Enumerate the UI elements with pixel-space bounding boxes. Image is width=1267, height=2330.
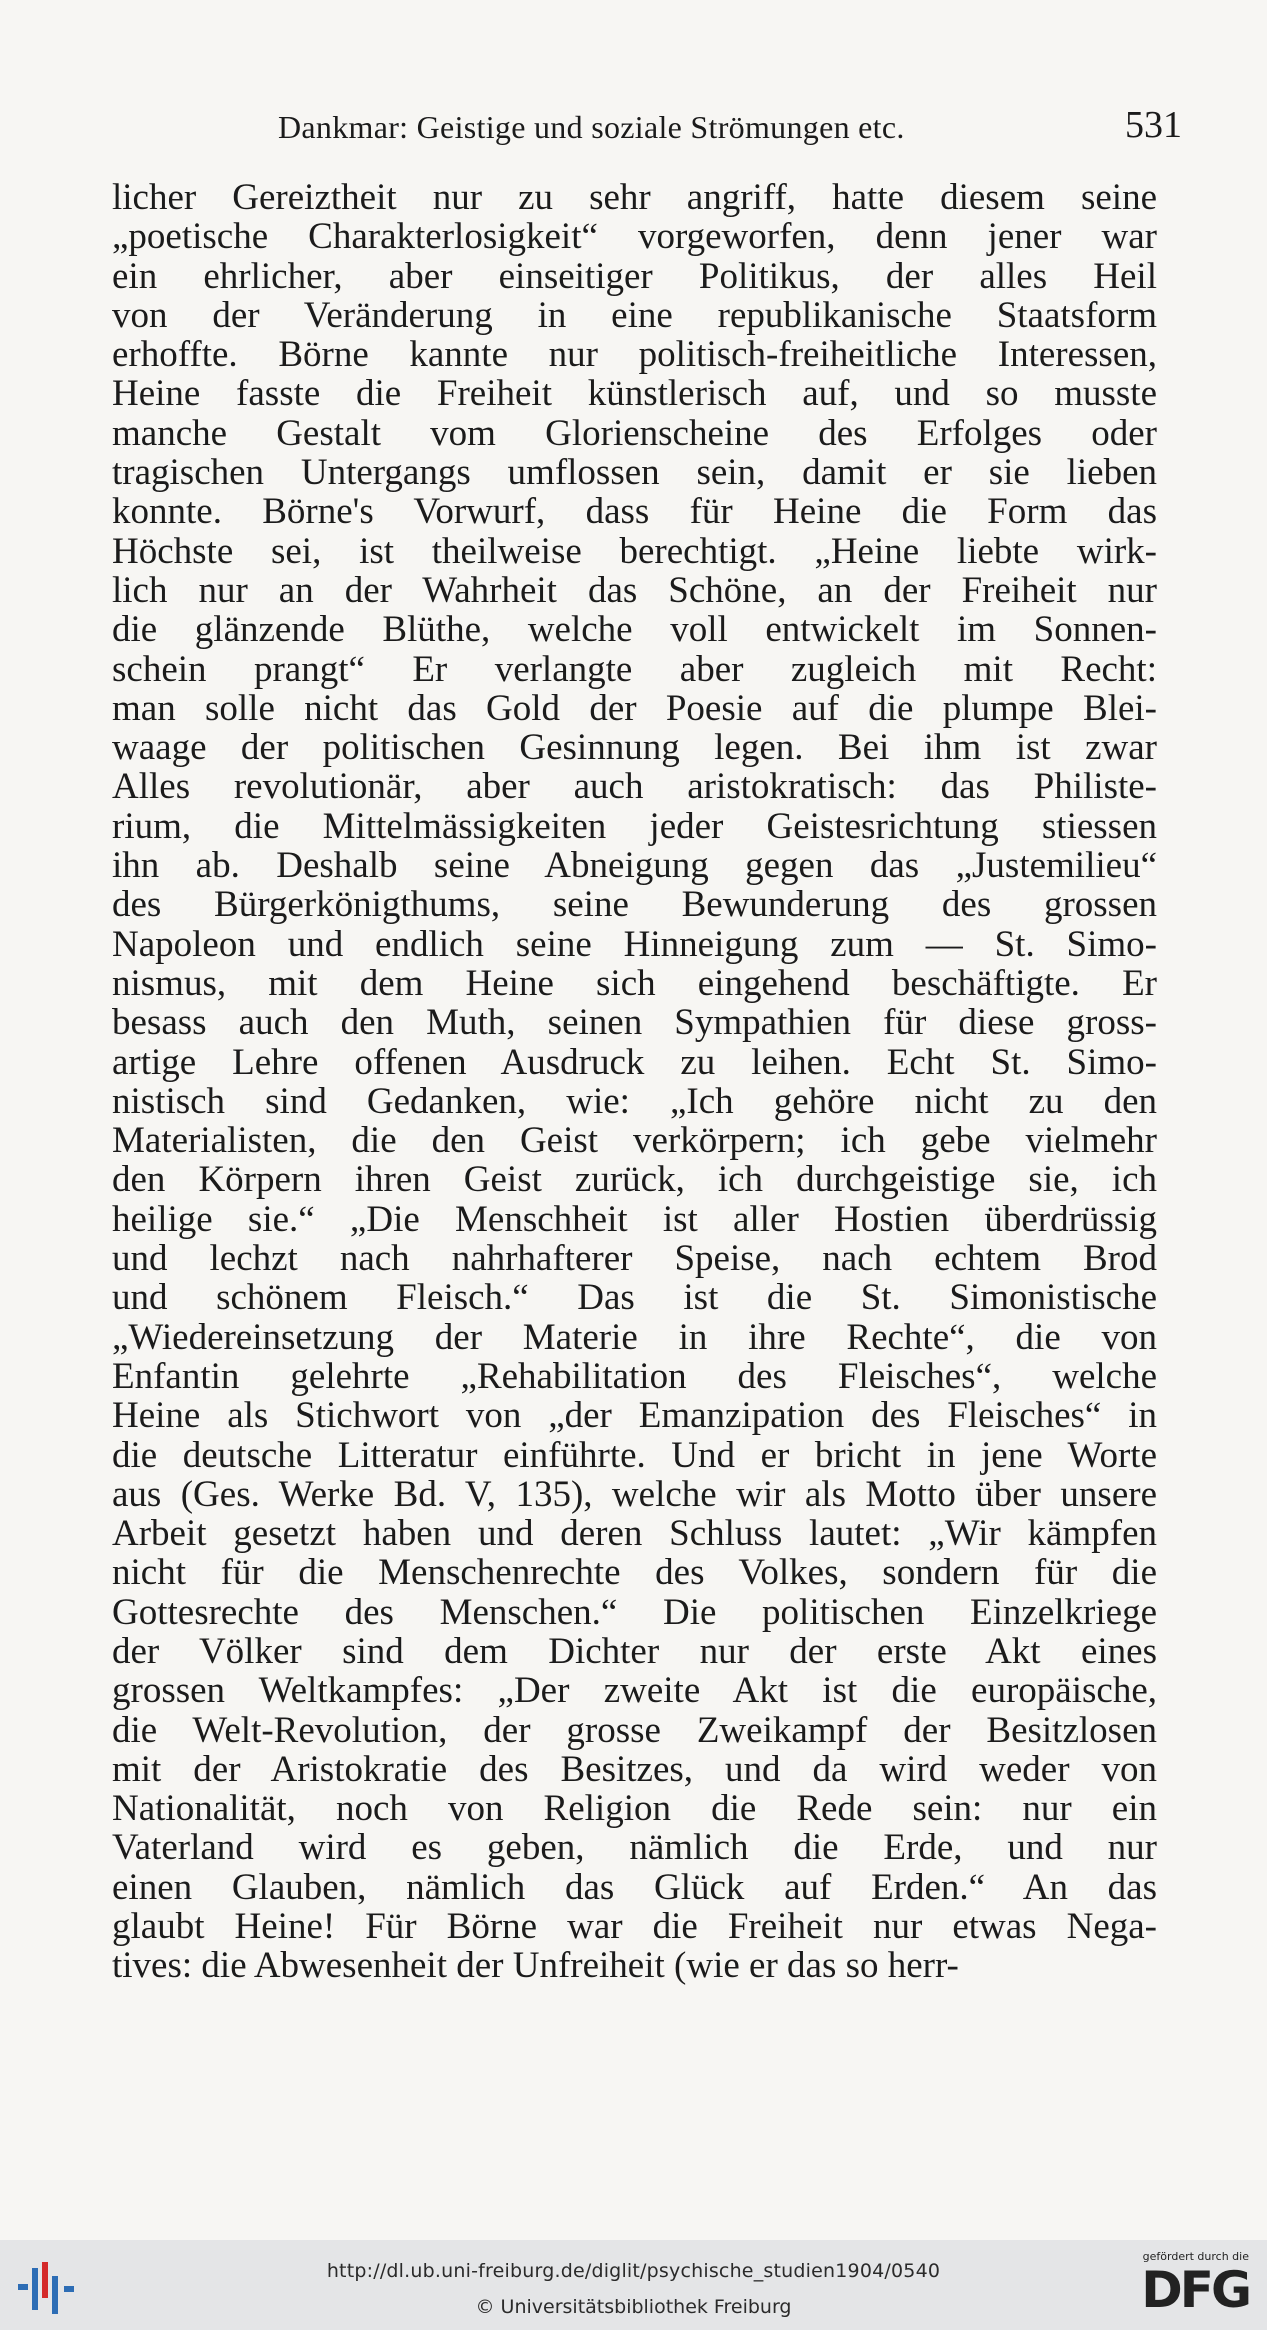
text-line: von der Veränderung in eine republikanische Staatsform	[112, 295, 1157, 336]
text-line: einen Glauben, nämlich das Glück auf Erden.“ An das	[112, 1867, 1157, 1908]
text-line: ein ehrlicher, aber einseitiger Politikus, der alles Heil	[112, 256, 1157, 296]
text-line: mit der Aristokratie des Besitzes, und da wird weder von	[112, 1749, 1157, 1790]
footer-bar	[0, 2240, 1267, 2330]
text-line: die Welt-Revolution, der grosse Zweikampf der Besitzlosen	[112, 1710, 1157, 1750]
text-line: der Völker sind dem Dichter nur der erste Akt eines	[112, 1631, 1157, 1672]
text-line: die glänzende Blüthe, welche voll entwickelt im Sonnen-	[112, 610, 1157, 650]
page-header	[270, 104, 1182, 150]
text-line: ihn ab. Deshalb seine Abneigung gegen das „Justemilieu“	[112, 846, 1157, 886]
text-line: artige Lehre offenen Ausdruck zu leihen. Echt St. Simo-	[112, 1042, 1157, 1082]
text-line: Enfantin gelehrte „Rehabilitation des Fleisches“, welche	[112, 1356, 1157, 1397]
text-line: erhoffte. Börne kannte nur politisch-freiheitliche Interessen,	[112, 335, 1157, 375]
footer-url[interactable]: http://dl.ub.uni-freiburg.de/diglit/psychische_studien1904/0540	[326, 2260, 941, 2282]
dfg-logo-text: DFG	[1141, 2261, 1249, 2319]
text-line: rium, die Mittelmässigkeiten jeder Geistesrichtung stiessen	[112, 806, 1157, 847]
text-line: lich nur an der Wahrheit das Schöne, an der Freiheit nur	[112, 570, 1157, 611]
page-number: 531	[1125, 104, 1182, 146]
running-title: Dankmar: Geistige und soziale Strömungen etc.	[278, 109, 905, 145]
text-line: Materialisten, die den Geist verkörpern; ich gebe vielmehr	[112, 1121, 1157, 1161]
text-line: Arbeit gesetzt haben und deren Schluss lautet: „Wir kämpfen	[112, 1514, 1157, 1554]
text-line: manche Gestalt vom Glorienscheine des Erfolges oder	[112, 413, 1157, 454]
text-line: des Bürgerkönigthums, seine Bewunderung des grossen	[112, 885, 1157, 925]
text-line: nismus, mit dem Heine sich eingehend beschäftigte. Er	[112, 963, 1157, 1004]
text-line: Napoleon und endlich seine Hinneigung zum — St. Simo-	[112, 924, 1157, 964]
text-line: schein prangt“ Er verlangte aber zugleich mit Recht:	[112, 649, 1157, 689]
text-line: besass auch den Muth, seinen Sympathien für diese gross-	[112, 1003, 1157, 1043]
text-line: aus (Ges. Werke Bd. V, 135), welche wir als Motto über unsere	[112, 1474, 1157, 1515]
text-line: Alles revolutionär, aber auch aristokratisch: das Philiste-	[112, 767, 1157, 807]
text-line: Vaterland wird es geben, nämlich die Erde, und nur	[112, 1828, 1157, 1868]
text-line: man solle nicht das Gold der Poesie auf die plumpe Blei-	[112, 688, 1157, 729]
text-line: die deutsche Litteratur einführte. Und er bricht in jene Worte	[112, 1435, 1157, 1475]
text-line: glaubt Heine! Für Börne war die Freiheit nur etwas Nega-	[112, 1907, 1157, 1947]
text-line: Heine fasste die Freiheit künstlerisch auf, und so musste	[112, 374, 1157, 414]
text-line: waage der politischen Gesinnung legen. Bei ihm ist zwar	[112, 728, 1157, 768]
text-line: und lechzt nach nahrhafterer Speise, nach echtem Brod	[112, 1239, 1157, 1279]
text-line: Heine als Stichwort von „der Emanzipation des Fleisches“ in	[112, 1396, 1157, 1436]
text-line: Höchste sei, ist theilweise berechtigt. „Heine liebte wirk-	[112, 531, 1157, 571]
text-line: tragischen Untergangs umflossen sein, damit er sie lieben	[112, 453, 1157, 493]
text-line: konnte. Börne's Vorwurf, dass für Heine die Form das	[112, 492, 1157, 532]
text-line: licher Gereiztheit nur zu sehr angriff, hatte diesem seine	[112, 178, 1157, 218]
text-line: nistisch sind Gedanken, wie: „Ich gehöre nicht zu den	[112, 1081, 1157, 1122]
footer-copyright: © Universitätsbibliothek Freiburg	[475, 2296, 792, 2318]
sponsor-note: gefördert durch die	[1142, 2250, 1249, 2263]
text-line: tives: die Abwesenheit der Unfreiheit (wie er das so herr-	[112, 1946, 959, 1986]
dfg-logo-icon	[1109, 2250, 1249, 2324]
text-line: den Körpern ihren Geist zurück, ich durchgeistige sie, ich	[112, 1160, 1157, 1200]
text-line: grossen Weltkampfes: „Der zweite Akt ist die europäische,	[112, 1671, 1157, 1711]
text-line: „poetische Charakterlosigkeit“ vorgeworfen, denn jener war	[112, 217, 1157, 257]
text-line: „Wiedereinsetzung der Materie in ihre Rechte“, die von	[112, 1317, 1157, 1357]
text-line: nicht für die Menschenrechte des Volkes, sondern für die	[112, 1553, 1157, 1593]
text-line: heilige sie.“ „Die Menschheit ist aller Hostien überdrüssig	[112, 1199, 1157, 1240]
text-line: Gottesrechte des Menschen.“ Die politischen Einzelkriege	[112, 1592, 1157, 1632]
text-line: und schönem Fleisch.“ Das ist die St. Simonistische	[112, 1278, 1157, 1318]
text-line: Nationalität, noch von Religion die Rede sein: nur ein	[112, 1789, 1157, 1829]
body-text	[112, 178, 1157, 1986]
